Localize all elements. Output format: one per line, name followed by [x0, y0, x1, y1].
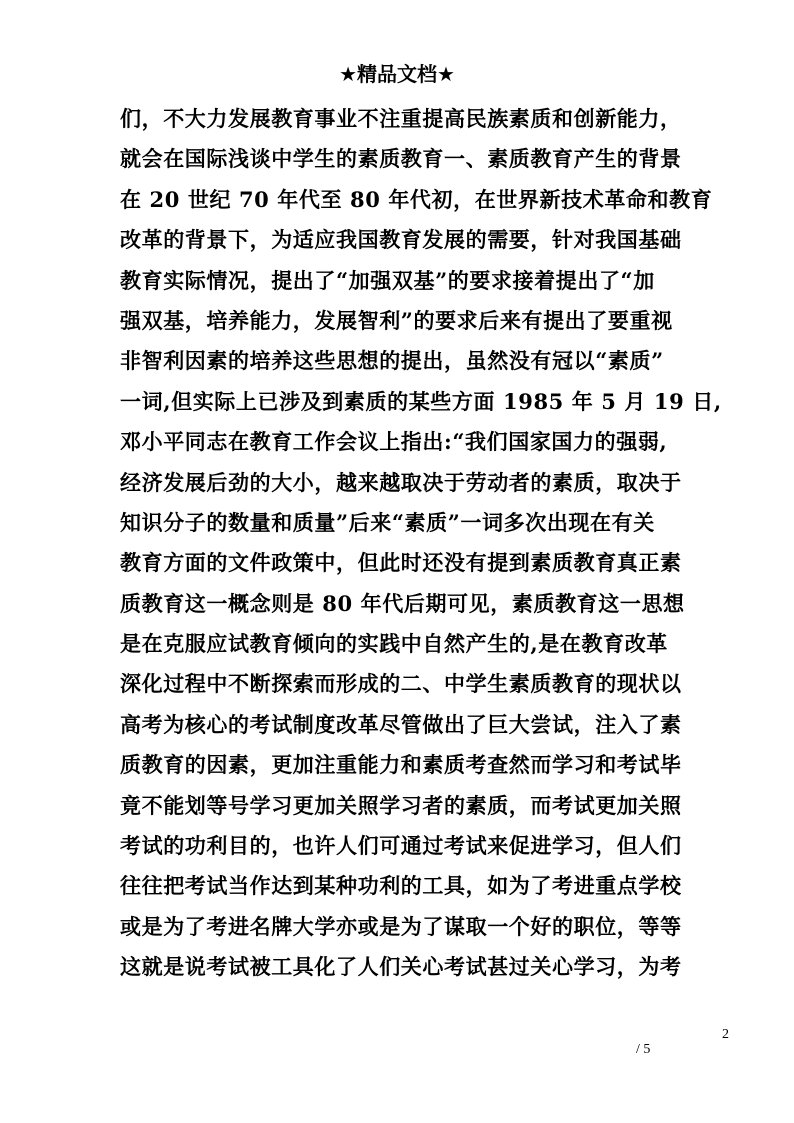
document-header-title: ★精品文档★ — [339, 62, 455, 86]
body-line: 在 20 世纪 70 年代至 80 年代初，在世界新技术革命和教育 — [120, 186, 713, 212]
body-line: 教育方面的文件政策中，但此时还没有提到素质教育真正素 — [120, 550, 682, 576]
body-line: 就会在国际浅谈中学生的素质教育一、素质教育产生的背景 — [120, 146, 682, 172]
body-line: 这就是说考试被工具化了人们关心考试甚过关心学习，为考 — [120, 954, 682, 980]
body-line: 质教育这一概念则是 80 年代后期可见，素质教育这一思想 — [120, 590, 685, 616]
body-line: 知识分子的数量和质量”后来“素质”一词多次出现在有关 — [120, 509, 655, 535]
body-line: 往往把考试当作达到某种功利的工具，如为了考进重点学校 — [120, 873, 682, 899]
body-line: 们，不大力发展教育事业不注重提高民族素质和创新能力， — [120, 106, 682, 131]
body-line: 经济发展后劲的大小，越来越取决于劳动者的素质，取决于 — [120, 469, 682, 495]
body-line: 竟不能划等号学习更加关照学习者的素质，而考试更加关照 — [120, 792, 682, 818]
page-number: 2 — [722, 1027, 729, 1042]
body-line: 一词,但实际上已涉及到素质的某些方面 1985 年 5 月 19 日, — [120, 388, 722, 414]
body-line: 教育实际情况，提出了“加强双基”的要求接着提出了“加 — [120, 267, 655, 293]
body-line: 是在克服应试教育倾向的实践中自然产生的,是在教育改革 — [120, 631, 668, 657]
body-line: 强双基，培养能力，发展智利”的要求后来有提出了要重视 — [120, 307, 673, 333]
body-line: 改革的背景下，为适应我国教育发展的需要，针对我国基础 — [120, 227, 682, 253]
body-line: 或是为了考进名牌大学亦或是为了谋取一个好的职位，等等 — [120, 913, 682, 939]
body-line: 邓小平同志在教育工作会议上指出:“我们国家国力的强弱, — [120, 429, 668, 455]
body-line: 考试的功利目的，也许人们可通过考试来促进学习，但人们 — [120, 833, 682, 859]
body-line: 非智利因素的培养这些思想的提出，虽然没有冠以“素质” — [120, 348, 664, 374]
document-body — [120, 99, 722, 988]
body-line: 高考为核心的考试制度改革尽管做出了巨大尝试，注入了素 — [120, 711, 682, 737]
page-total: / 5 — [636, 1042, 651, 1057]
body-line: 质教育的因素，更加注重能力和素质考查然而学习和考试毕 — [120, 752, 682, 778]
body-line: 深化过程中不断探索而形成的二、中学生素质教育的现状以 — [120, 671, 682, 697]
